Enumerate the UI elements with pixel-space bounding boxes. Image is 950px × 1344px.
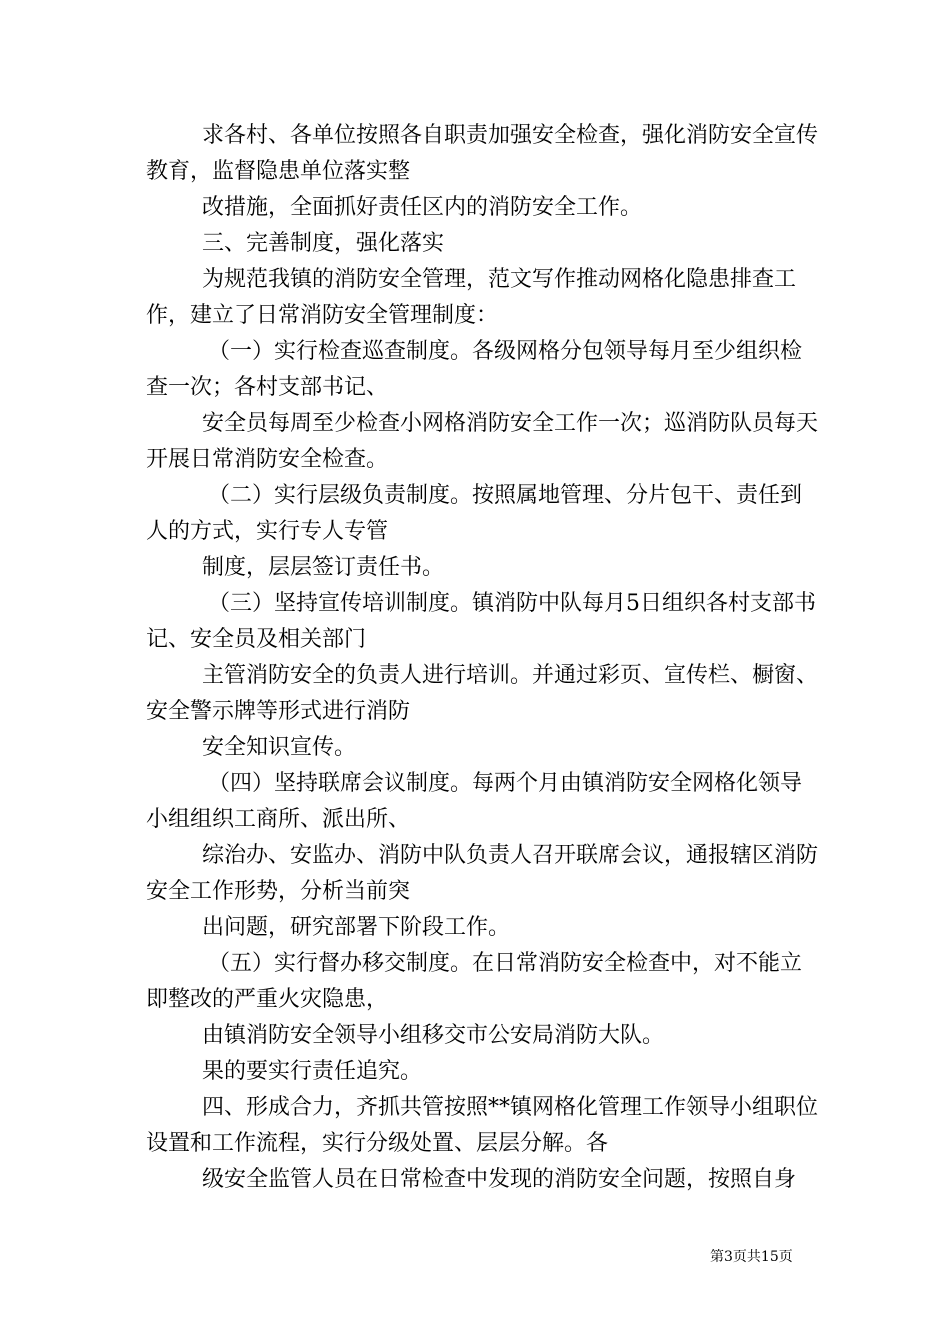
paragraph-4: 为规范我镇的消防安全管理，范文写作推动网格化隐患排查工作，建立了日常消防安全管理制度：: [146, 267, 797, 328]
paragraph-item-5a: （五）实行督办移交制度。在日常消防安全检查中，对不能立即整改的严重火灾隐患，: [146, 951, 803, 1012]
paragraph-item-4b: 综治办、安监办、消防中队负责人召开联席会议，通报辖区消防安全工作形势，分析当前突: [146, 843, 819, 904]
paragraph-last: 级安全监管人员在日常检查中发现的消防安全问题，按照自身: [202, 1167, 797, 1192]
paragraph-item-4a: （四）坚持联席会议制度。每两个月由镇消防安全网格化领导小组组织工商所、派出所、: [146, 771, 803, 832]
paragraph-item-1a: （一）实行检查巡查制度。各级网格分包领导每月至少组织检查一次；各村支部书记、: [146, 339, 803, 400]
section-heading-3: 三、完善制度，强化落实: [202, 231, 445, 256]
paragraph-item-5c: 果的要实行责任追究。: [202, 1059, 423, 1084]
paragraph-item-2a: （二）实行层级负责制度。按照属地管理、分片包干、责任到人的方式，实行专人专管: [146, 483, 803, 544]
paragraph-item-2b: 制度，层层签订责任书。: [202, 555, 445, 580]
paragraph-item-3c: 安全知识宣传。: [202, 735, 357, 760]
paragraph-item-1b: 安全员每周至少检查小网格消防安全工作一次；巡消防队员每天开展日常消防安全检查。: [146, 411, 819, 472]
paragraph-2: 改措施，全面抓好责任区内的消防安全工作。: [202, 195, 643, 220]
paragraph-item-5b: 由镇消防安全领导小组移交市公安局消防大队。: [202, 1023, 665, 1048]
paragraph-item-3b: 主管消防安全的负责人进行培训。并通过彩页、宣传栏、橱窗、安全警示牌等形式进行消防: [146, 663, 819, 724]
paragraph-1: 求各村、各单位按照各自职责加强安全检查，强化消防安全宣传教育，监督隐患单位落实整: [146, 123, 819, 184]
section-heading-4: 四、形成合力，齐抓共管按照**镇网格化管理工作领导小组职位设置和工作流程，实行分级处置、层层分解。各: [146, 1095, 819, 1156]
page-number-footer: 第3页共15页: [710, 1249, 793, 1265]
paragraph-item-4c: 出问题，研究部署下阶段工作。: [202, 915, 511, 940]
paragraph-item-3a: （三）坚持宣传培训制度。镇消防中队每月5日组织各村支部书记、安全员及相关部门: [146, 591, 816, 652]
document-body: [146, 118, 821, 1198]
